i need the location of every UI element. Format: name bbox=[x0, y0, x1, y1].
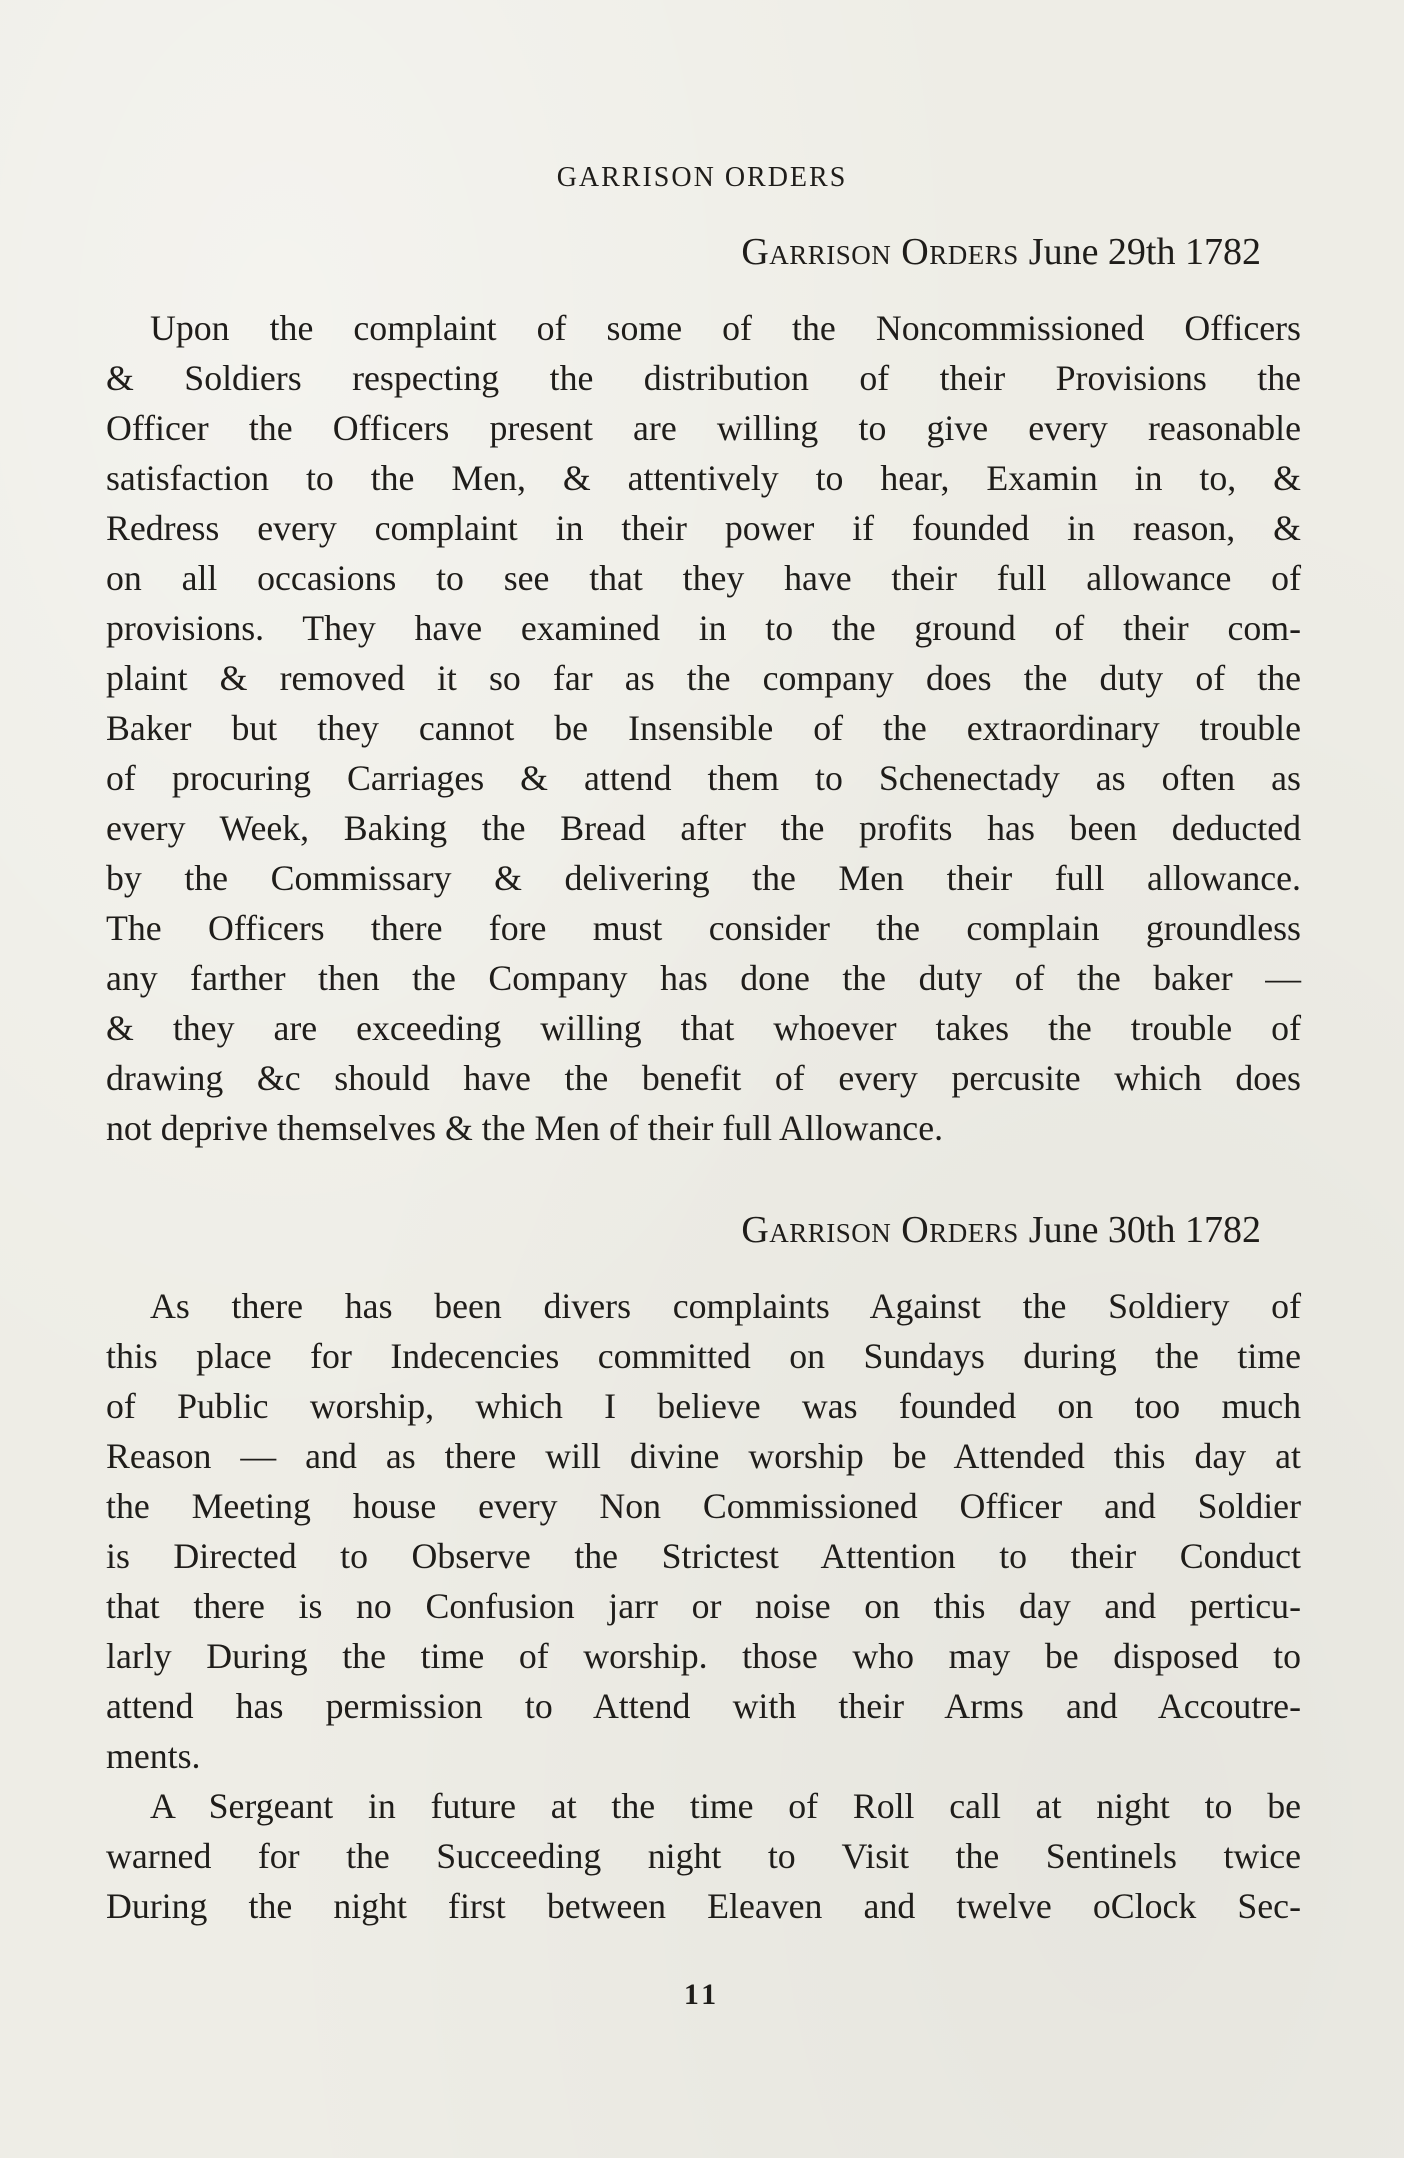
order-2 bbox=[106, 1208, 1301, 1252]
order-1-body bbox=[106, 303, 1301, 1153]
running-head: GARRISON ORDERS bbox=[556, 162, 848, 193]
text-line: & Soldiers respecting the distribution of their Provisions the bbox=[106, 358, 1301, 398]
order-paragraph bbox=[106, 1281, 1301, 1781]
order-heading bbox=[106, 230, 1301, 274]
order-paragraph bbox=[106, 1781, 1301, 1931]
text-line: The Officers there fore must consider the complain groundless bbox=[106, 908, 1301, 948]
text-line: Reason — and as there will divine worship be Attended this day at bbox=[106, 1436, 1301, 1476]
text-line: of procuring Carriages & attend them to Schenectady as often as bbox=[106, 758, 1301, 798]
text-line: warned for the Succeeding night to Visit the Sentinels twice bbox=[106, 1836, 1301, 1876]
order-1 bbox=[106, 230, 1301, 274]
order-2-body bbox=[106, 1281, 1301, 1931]
text-line: any farther then the Company has done the duty of the baker — bbox=[106, 958, 1301, 998]
text-line: that there is no Confusion jarr or noise on this day and perticu- bbox=[106, 1586, 1301, 1626]
text-line: on all occasions to see that they have their full allowance of bbox=[106, 558, 1301, 598]
order-heading-date: June 30th 1782 bbox=[1028, 1209, 1261, 1251]
text-line: of Public worship, which I believe was founded on too much bbox=[106, 1386, 1301, 1426]
text-line: Officer the Officers present are willing to give every reasonable bbox=[106, 408, 1301, 448]
text-line: As there has been divers complaints Against the Soldiery of bbox=[150, 1286, 1301, 1326]
order-paragraph bbox=[106, 303, 1301, 1153]
text-line: Redress every complaint in their power if founded in reason, & bbox=[106, 508, 1301, 548]
text-line: provisions. They have examined in to the ground of their com- bbox=[106, 608, 1301, 648]
text-line: During the night first between Eleaven and twelve oClock Sec- bbox=[106, 1886, 1301, 1926]
order-heading-title: Garrison Orders bbox=[741, 231, 1019, 273]
text-line: larly During the time of worship. those who may be disposed to bbox=[106, 1636, 1301, 1676]
order-heading-title: Garrison Orders bbox=[741, 1209, 1019, 1251]
text-line: plaint & removed it so far as the company does the duty of the bbox=[106, 658, 1301, 698]
text-line: & they are exceeding willing that whoever takes the trouble of bbox=[106, 1008, 1301, 1048]
text-line: ments. bbox=[106, 1736, 201, 1776]
text-line: is Directed to Observe the Strictest Attention to their Conduct bbox=[106, 1536, 1301, 1576]
text-line: not deprive themselves & the Men of their full Allowance. bbox=[106, 1108, 944, 1148]
order-heading bbox=[106, 1208, 1301, 1252]
text-line: the Meeting house every Non Commissioned Officer and Soldier bbox=[106, 1486, 1301, 1526]
text-line: attend has permission to Attend with their Arms and Accoutre- bbox=[106, 1686, 1301, 1726]
order-heading-date: June 29th 1782 bbox=[1028, 231, 1261, 273]
text-line: A Sergeant in future at the time of Roll call at night to be bbox=[150, 1786, 1301, 1826]
text-line: by the Commissary & delivering the Men their full allowance. bbox=[106, 858, 1301, 898]
text-line: Baker but they cannot be Insensible of the extraordinary trouble bbox=[106, 708, 1301, 748]
text-line: every Week, Baking the Bread after the profits has been deducted bbox=[106, 808, 1301, 848]
text-line: drawing &c should have the benefit of every percusite which does bbox=[106, 1058, 1301, 1098]
text-line: this place for Indecencies committed on Sundays during the time bbox=[106, 1336, 1301, 1376]
text-line: satisfaction to the Men, & attentively to hear, Examin in to, & bbox=[106, 458, 1301, 498]
text-line: Upon the complaint of some of the Noncommissioned Officers bbox=[150, 308, 1301, 348]
page-number: 11 bbox=[683, 1978, 721, 2011]
